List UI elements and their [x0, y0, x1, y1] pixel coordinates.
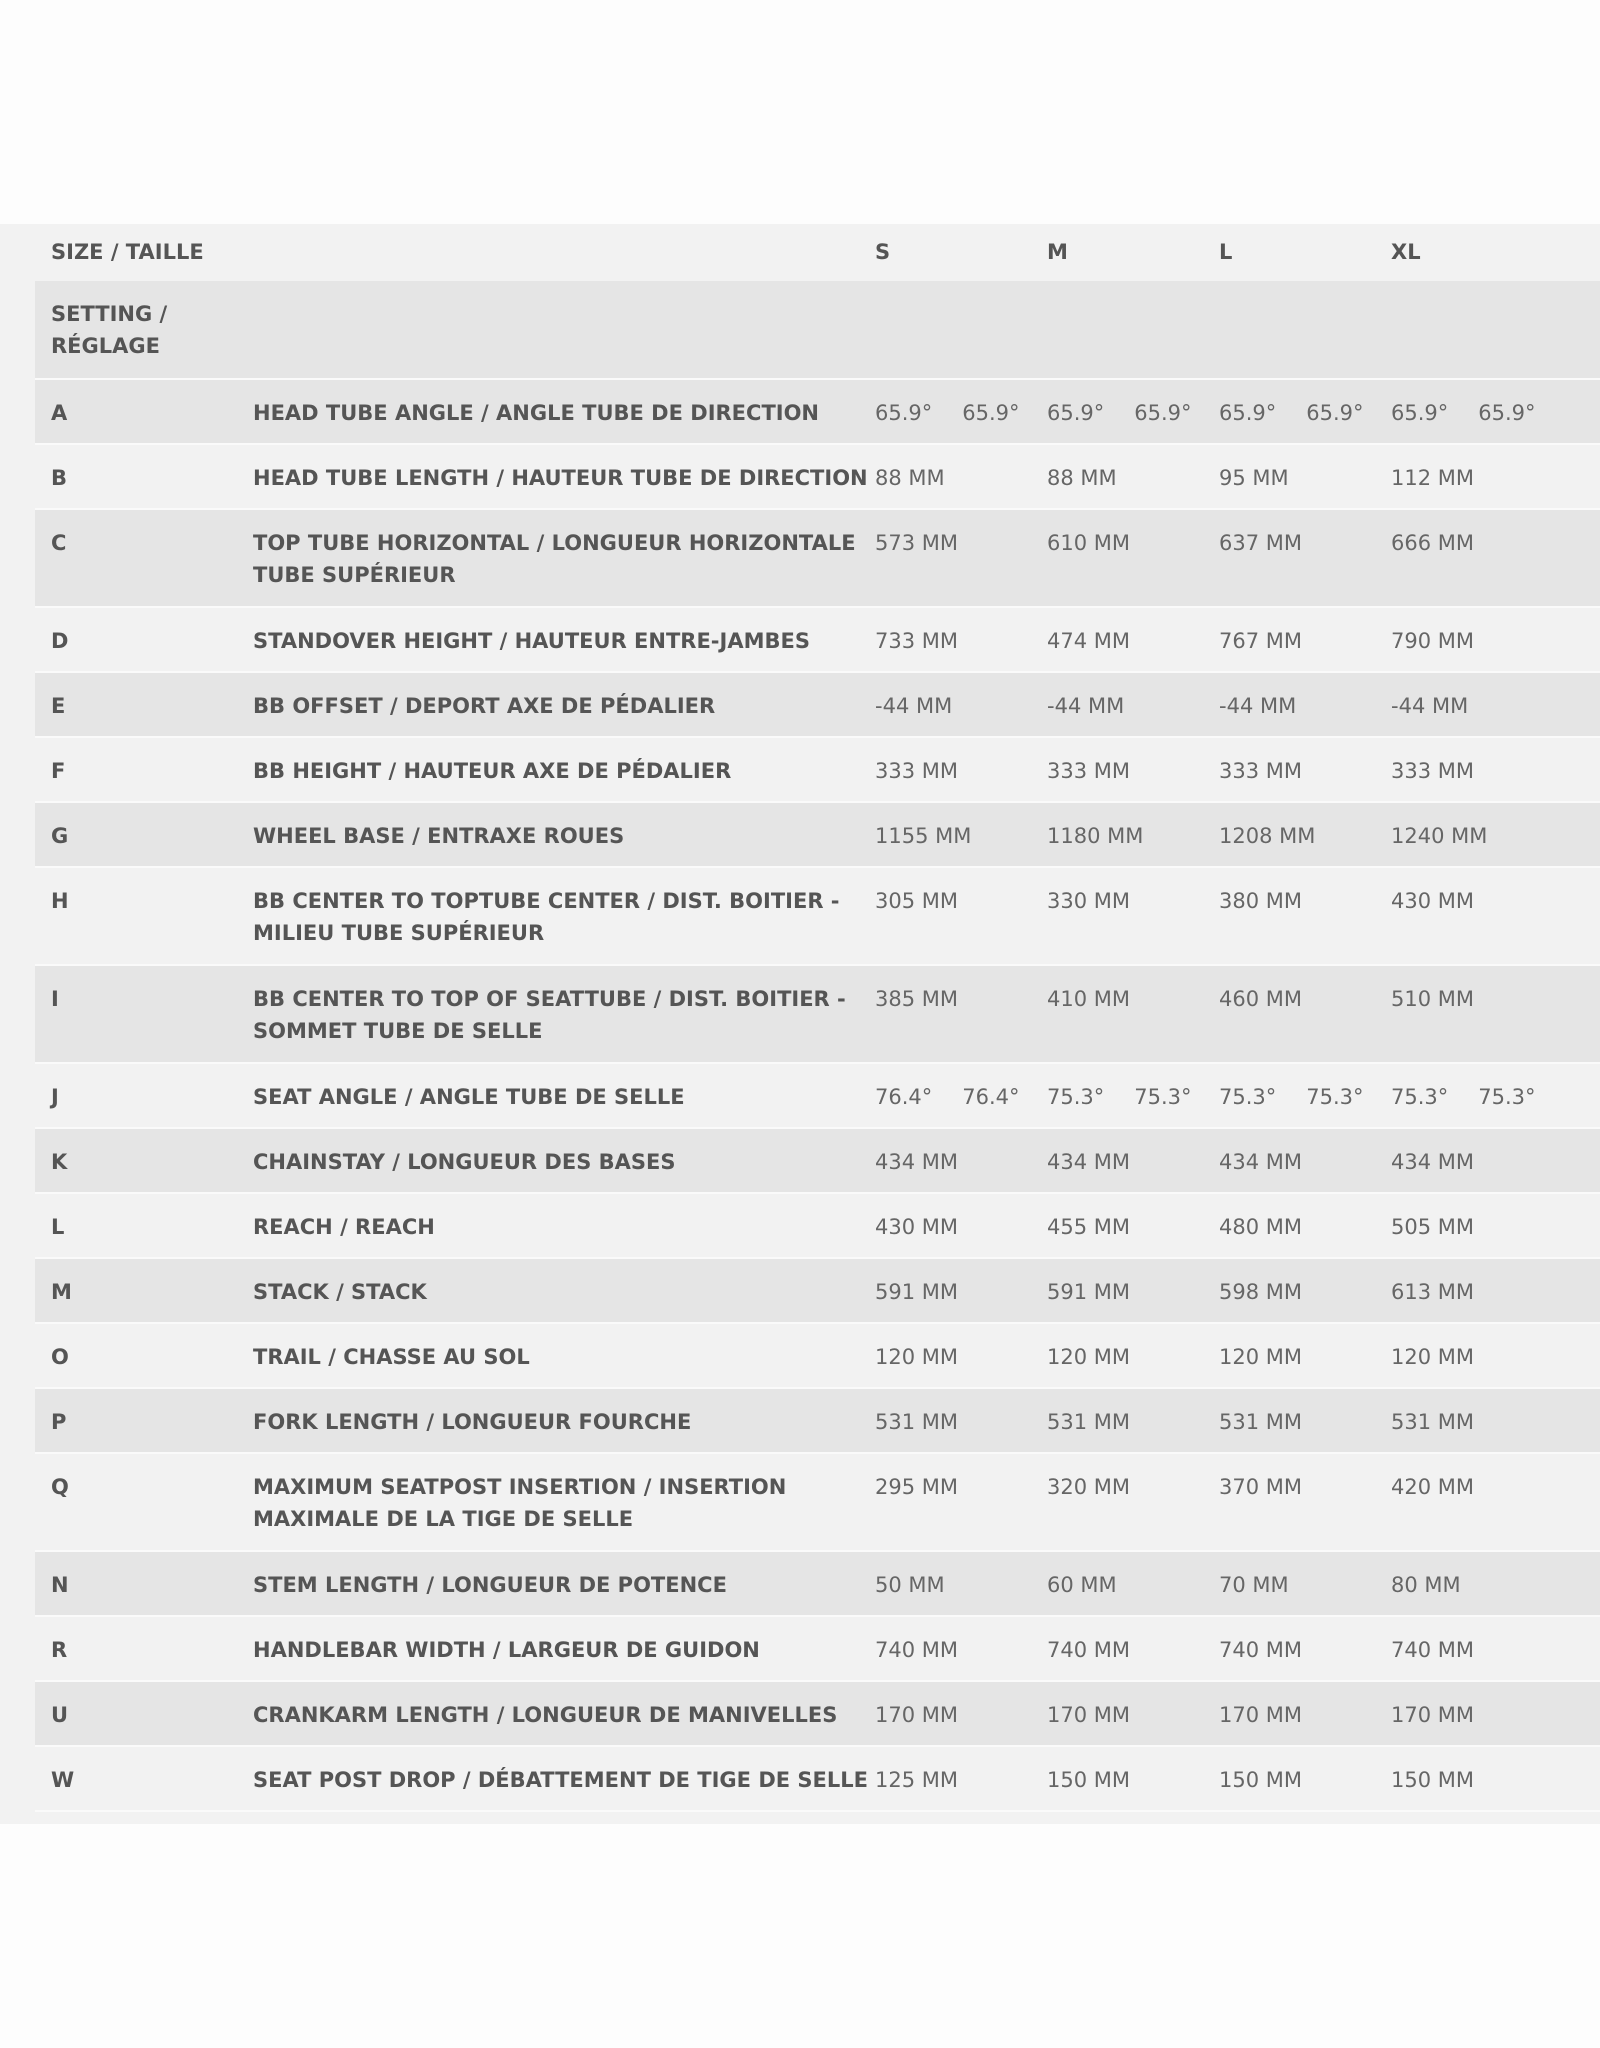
row-label: CHAINSTAY / LONGUEUR DES BASES — [253, 1150, 676, 1174]
row-value: 333 MM — [1047, 759, 1130, 783]
row-value-part: 65.9° — [1478, 401, 1536, 425]
size-column-header: SIZE / TAILLE — [51, 240, 204, 264]
row-value-part: 65.9° — [875, 401, 933, 425]
table-row — [35, 738, 1600, 803]
row-value: 666 MM — [1391, 531, 1474, 555]
row-letter: N — [51, 1573, 69, 1597]
row-label: TOP TUBE HORIZONTAL / LONGUEUR HORIZONTALE TUBE SUPÉRIEUR — [253, 531, 856, 587]
table-row — [35, 1129, 1600, 1194]
row-value: 480 MM — [1219, 1215, 1302, 1239]
row-value: 790 MM — [1391, 629, 1474, 653]
table-row — [35, 803, 1600, 868]
row-value: 591 MM — [1047, 1280, 1130, 1304]
table-row — [35, 1747, 1600, 1812]
row-letter: B — [51, 466, 68, 490]
row-value: 170 MM — [1391, 1703, 1474, 1727]
row-value: 150 MM — [1219, 1768, 1302, 1792]
row-label: HEAD TUBE LENGTH / HAUTEUR TUBE DE DIRECTION — [253, 466, 868, 490]
row-label: STEM LENGTH / LONGUEUR DE POTENCE — [253, 1573, 727, 1597]
row-value-part: 75.3° — [1306, 1085, 1364, 1109]
row-value — [1047, 1081, 1217, 1113]
size-header-xl: XL — [1391, 240, 1421, 264]
table-row — [35, 1617, 1600, 1682]
row-value — [1391, 1081, 1561, 1113]
row-value: 410 MM — [1047, 987, 1130, 1011]
table-row — [35, 608, 1600, 673]
row-value: 1180 MM — [1047, 824, 1144, 848]
row-value: 460 MM — [1219, 987, 1302, 1011]
row-value — [1047, 397, 1217, 429]
row-value: 591 MM — [875, 1280, 958, 1304]
row-value: 170 MM — [1219, 1703, 1302, 1727]
table-row — [35, 510, 1600, 608]
row-value: 125 MM — [875, 1768, 958, 1792]
row-value: 505 MM — [1391, 1215, 1474, 1239]
table-row — [35, 1064, 1600, 1129]
row-value: 333 MM — [1219, 759, 1302, 783]
row-value-part: 65.9° — [1306, 401, 1364, 425]
row-letter: U — [51, 1703, 69, 1727]
row-value: 430 MM — [1391, 889, 1474, 913]
row-value: -44 MM — [1391, 694, 1469, 718]
row-value: 88 MM — [1047, 466, 1117, 490]
table-row — [35, 1194, 1600, 1259]
row-value-part: 65.9° — [1219, 401, 1277, 425]
row-letter: M — [51, 1280, 72, 1304]
row-letter: P — [51, 1410, 67, 1434]
row-value: 420 MM — [1391, 1475, 1474, 1499]
row-value-part: 65.9° — [1391, 401, 1449, 425]
row-value: 120 MM — [1219, 1345, 1302, 1369]
row-label: CRANKARM LENGTH / LONGUEUR DE MANIVELLES — [253, 1703, 838, 1727]
size-header-l: L — [1219, 240, 1233, 264]
row-value-part: 75.3° — [1391, 1085, 1449, 1109]
row-value: 434 MM — [1391, 1150, 1474, 1174]
table-row — [35, 673, 1600, 738]
row-letter: A — [51, 401, 68, 425]
row-value: -44 MM — [1047, 694, 1125, 718]
row-label: REACH / REACH — [253, 1215, 435, 1239]
row-value: 733 MM — [875, 629, 958, 653]
table-row — [35, 868, 1600, 966]
row-value: 120 MM — [1391, 1345, 1474, 1369]
row-label: FORK LENGTH / LONGUEUR FOURCHE — [253, 1410, 692, 1434]
row-value: 740 MM — [1047, 1638, 1130, 1662]
row-value: 531 MM — [1219, 1410, 1302, 1434]
row-value-part: 75.3° — [1219, 1085, 1277, 1109]
row-value — [875, 397, 1045, 429]
row-value: 740 MM — [1219, 1638, 1302, 1662]
row-value-part: 75.3° — [1047, 1085, 1105, 1109]
row-value: 170 MM — [1047, 1703, 1130, 1727]
table-row — [35, 1454, 1600, 1552]
row-value: 333 MM — [875, 759, 958, 783]
row-value: 95 MM — [1219, 466, 1289, 490]
row-value: 50 MM — [875, 1573, 945, 1597]
row-value: 80 MM — [1391, 1573, 1461, 1597]
row-letter: W — [51, 1768, 75, 1792]
row-value: 60 MM — [1047, 1573, 1117, 1597]
row-value: 112 MM — [1391, 466, 1474, 490]
row-label: BB CENTER TO TOPTUBE CENTER / DIST. BOITIER - MILIEU TUBE SUPÉRIEUR — [253, 889, 840, 945]
row-value: 150 MM — [1391, 1768, 1474, 1792]
row-value: 455 MM — [1047, 1215, 1130, 1239]
row-value: 333 MM — [1391, 759, 1474, 783]
row-letter: O — [51, 1345, 69, 1369]
row-value: 1208 MM — [1219, 824, 1316, 848]
row-value: 474 MM — [1047, 629, 1130, 653]
row-value: 510 MM — [1391, 987, 1474, 1011]
table-row — [35, 380, 1600, 445]
row-value: 610 MM — [1047, 531, 1130, 555]
row-value: -44 MM — [1219, 694, 1297, 718]
row-value — [875, 1081, 1045, 1113]
row-label: MAXIMUM SEATPOST INSERTION / INSERTION MAXIMALE DE LA TIGE DE SELLE — [253, 1475, 787, 1531]
row-value-part: 76.4° — [875, 1085, 933, 1109]
row-letter: D — [51, 629, 69, 653]
row-label: SEAT ANGLE / ANGLE TUBE DE SELLE — [253, 1085, 685, 1109]
row-value: 740 MM — [1391, 1638, 1474, 1662]
row-value: 531 MM — [1391, 1410, 1474, 1434]
row-value: 531 MM — [875, 1410, 958, 1434]
table-row — [35, 445, 1600, 510]
table-row — [35, 1259, 1600, 1324]
row-value: 434 MM — [1047, 1150, 1130, 1174]
row-value-part: 75.3° — [1134, 1085, 1192, 1109]
row-letter: E — [51, 694, 66, 718]
row-value: 305 MM — [875, 889, 958, 913]
row-letter: C — [51, 531, 67, 555]
row-value: 385 MM — [875, 987, 958, 1011]
row-value: 434 MM — [1219, 1150, 1302, 1174]
row-value: 767 MM — [1219, 629, 1302, 653]
row-letter: H — [51, 889, 69, 913]
row-value: 430 MM — [875, 1215, 958, 1239]
row-label: STACK / STACK — [253, 1280, 427, 1304]
row-label: BB HEIGHT / HAUTEUR AXE DE PÉDALIER — [253, 759, 732, 783]
row-value: 380 MM — [1219, 889, 1302, 913]
row-value: 1155 MM — [875, 824, 972, 848]
table-header-row — [35, 224, 1600, 281]
row-label: WHEEL BASE / ENTRAXE ROUES — [253, 824, 625, 848]
table-row — [35, 1552, 1600, 1617]
geometry-table-panel — [0, 224, 1600, 1824]
row-value: 170 MM — [875, 1703, 958, 1727]
row-value: 370 MM — [1219, 1475, 1302, 1499]
row-value: 120 MM — [875, 1345, 958, 1369]
row-value-part: 65.9° — [1047, 401, 1105, 425]
setting-label: SETTING / RÉGLAGE — [51, 302, 168, 358]
setting-row — [35, 281, 1600, 380]
row-value: 88 MM — [875, 466, 945, 490]
row-value: 637 MM — [1219, 531, 1302, 555]
row-label: HANDLEBAR WIDTH / LARGEUR DE GUIDON — [253, 1638, 760, 1662]
row-value: 531 MM — [1047, 1410, 1130, 1434]
size-header-m: M — [1047, 240, 1068, 264]
row-label: BB OFFSET / DEPORT AXE DE PÉDALIER — [253, 694, 716, 718]
row-letter: R — [51, 1638, 68, 1662]
row-value: 573 MM — [875, 531, 958, 555]
table-row — [35, 966, 1600, 1064]
row-label: TRAIL / CHASSE AU SOL — [253, 1345, 530, 1369]
row-value: 70 MM — [1219, 1573, 1289, 1597]
row-value: 598 MM — [1219, 1280, 1302, 1304]
row-letter: Q — [51, 1475, 69, 1499]
size-header-s: S — [875, 240, 891, 264]
row-letter: G — [51, 824, 69, 848]
row-value: 150 MM — [1047, 1768, 1130, 1792]
row-label: STANDOVER HEIGHT / HAUTEUR ENTRE-JAMBES — [253, 629, 810, 653]
row-letter: K — [51, 1150, 68, 1174]
row-label: BB CENTER TO TOP OF SEATTUBE / DIST. BOITIER - SOMMET TUBE DE SELLE — [253, 987, 846, 1043]
row-value — [1219, 397, 1389, 429]
row-value: 120 MM — [1047, 1345, 1130, 1369]
row-value: 1240 MM — [1391, 824, 1488, 848]
row-letter: F — [51, 759, 66, 783]
row-value: 330 MM — [1047, 889, 1130, 913]
row-value-part: 75.3° — [1478, 1085, 1536, 1109]
row-value: 320 MM — [1047, 1475, 1130, 1499]
row-value: 740 MM — [875, 1638, 958, 1662]
table-row — [35, 1389, 1600, 1454]
row-value-part: 76.4° — [962, 1085, 1020, 1109]
row-label: HEAD TUBE ANGLE / ANGLE TUBE DE DIRECTION — [253, 401, 820, 425]
table-row — [35, 1324, 1600, 1389]
geometry-table — [35, 224, 1600, 1812]
row-letter: L — [51, 1215, 65, 1239]
row-value: 613 MM — [1391, 1280, 1474, 1304]
row-value: 295 MM — [875, 1475, 958, 1499]
row-value: -44 MM — [875, 694, 953, 718]
row-value-part: 65.9° — [1134, 401, 1192, 425]
table-row — [35, 1682, 1600, 1747]
row-label: SEAT POST DROP / DÉBATTEMENT DE TIGE DE SELLE — [253, 1768, 868, 1792]
row-value: 434 MM — [875, 1150, 958, 1174]
row-letter: J — [51, 1085, 59, 1109]
row-value — [1219, 1081, 1389, 1113]
row-letter: I — [51, 987, 59, 1011]
row-value-part: 65.9° — [962, 401, 1020, 425]
row-value — [1391, 397, 1561, 429]
